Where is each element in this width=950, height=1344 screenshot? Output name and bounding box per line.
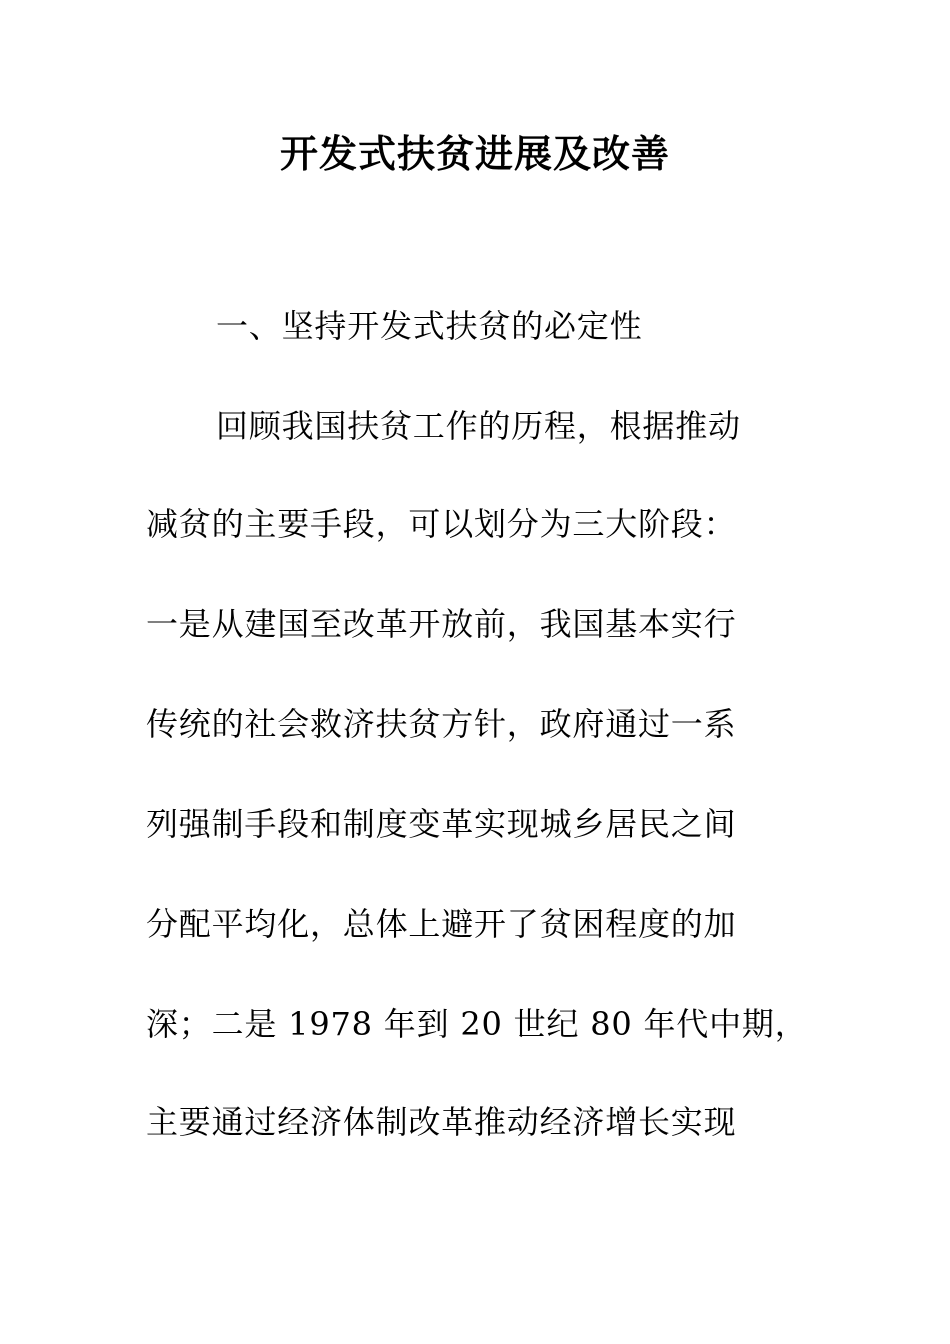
document-title: 开发式扶贫进展及改善 <box>279 131 670 176</box>
paragraph-line: 分配平均化，总体上避开了贫困程度的加 <box>146 905 737 943</box>
paragraph-line: 深；二是 1978 年到 20 世纪 80 年代中期， <box>146 1005 808 1043</box>
paragraph-line: 减贫的主要手段，可以划分为三大阶段： <box>146 505 737 543</box>
paragraph-line: 主要通过经济体制改革推动经济增长实现 <box>146 1103 737 1141</box>
section-heading: 一、坚持开发式扶贫的必定性 <box>216 307 643 345</box>
paragraph-line: 列强制手段和制度变革实现城乡居民之间 <box>146 805 737 843</box>
paragraph-line: 一是从建国至改革开放前，我国基本实行 <box>146 605 737 643</box>
paragraph-line: 传统的社会救济扶贫方针，政府通过一系 <box>146 705 737 743</box>
paragraph-line: 回顾我国扶贫工作的历程，根据推动 <box>216 407 741 445</box>
